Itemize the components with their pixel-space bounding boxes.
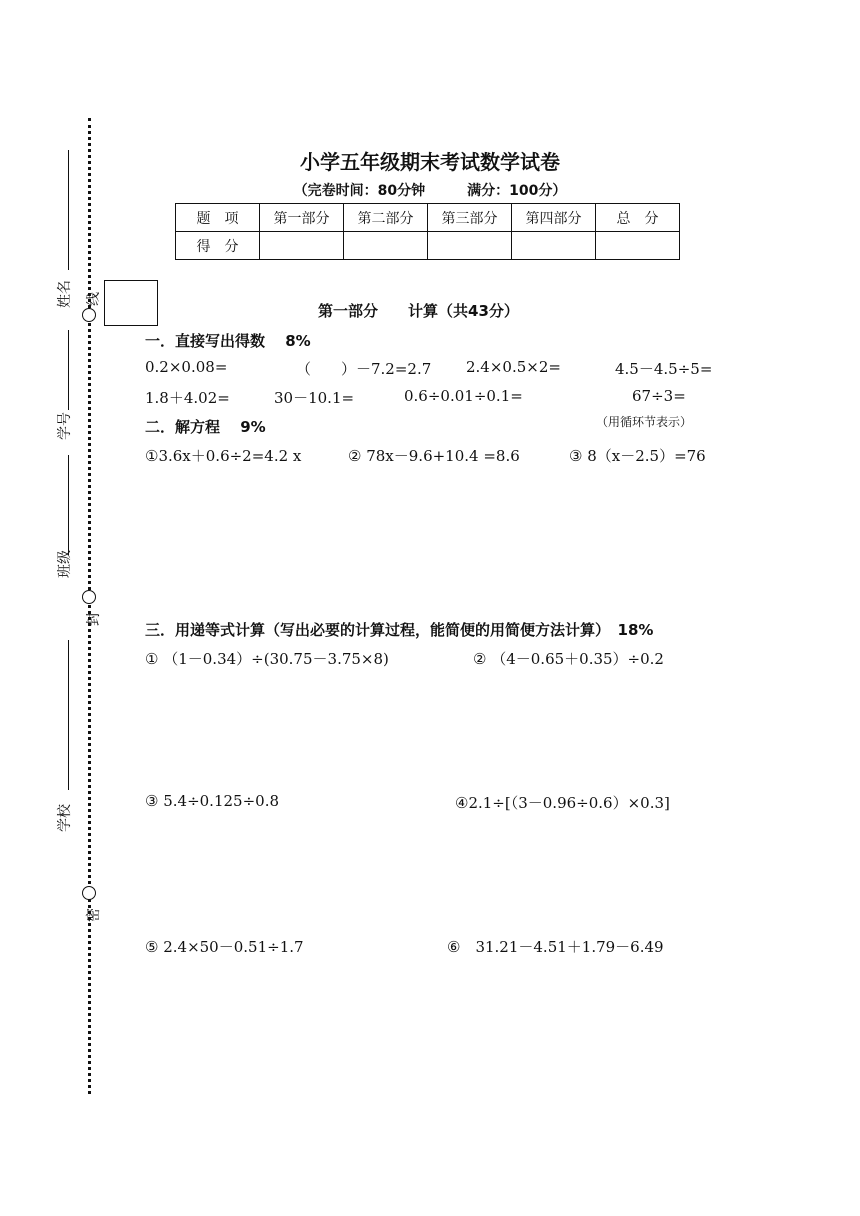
table-cell: 得 分 [176,232,260,260]
name-label: 姓名 [57,280,73,308]
school-blank-line [68,640,69,790]
section3-title: 三．用递等式计算（写出必要的计算过程，能简便的用简便方法计算） 18% [145,621,654,639]
table-cell: 第二部分 [344,204,428,232]
problem-item: 30－10.1= [274,389,355,407]
problem-item: ① （1－0.34）÷(30.75－3.75×8) [145,650,389,668]
problem-item: 0.6÷0.01÷0.1= [404,387,523,405]
id-blank-line [68,330,69,410]
school-label: 学校 [57,804,73,832]
binding-dotted-line [88,118,91,1094]
seal-char: 封 [86,612,102,626]
score-input-cell[interactable] [428,232,512,260]
problem-item: ③ 5.4÷0.125÷0.8 [145,792,280,810]
table-cell: 第四部分 [512,204,596,232]
problem-item: ④2.1÷[（3－0.96÷0.6）×0.3] [455,794,670,812]
exam-info: （完卷时间：80分钟 满分：100分） [293,183,567,199]
table-cell: 题 项 [176,204,260,232]
problem-item: 4.5－4.5÷5= [615,360,713,378]
page-title: 小学五年级期末考试数学试卷 [300,150,560,174]
problem-item: ⑥ 31.21－4.51＋1.79－6.49 [447,938,664,956]
repeating-decimal-note: （用循环节表示） [596,415,693,429]
class-blank-line [68,455,69,555]
secret-circle-icon [82,886,96,900]
problem-item: ② 78x－9.6+10.4 =8.6 [348,447,520,465]
score-input-cell[interactable] [512,232,596,260]
part1-heading: 第一部分 计算（共43分） [318,302,519,320]
table-cell: 第三部分 [428,204,512,232]
score-input-cell[interactable] [260,232,344,260]
score-table-score-row [176,232,680,260]
line-char: 线 [86,292,102,306]
problem-item: 2.4×0.5×2= [466,358,561,376]
section2-title: 二．解方程 9% [145,418,266,436]
table-cell: 总 分 [596,204,680,232]
seal-circle-icon [82,590,96,604]
class-label: 班级 [57,550,73,578]
problem-item: （ ）－7.2=2.7 [296,360,432,378]
problem-item: ③ 8（x－2.5）=76 [569,447,706,465]
table-cell: 第一部分 [260,204,344,232]
score-box[interactable] [104,280,158,326]
problem-item: 67÷3= [632,387,686,405]
problem-item: 0.2×0.08= [145,358,228,376]
line-circle-icon [82,308,96,322]
score-table [175,203,680,260]
score-input-cell[interactable] [344,232,428,260]
score-input-cell[interactable] [596,232,680,260]
problem-item: ①3.6x＋0.6÷2=4.2 x [145,447,302,465]
problem-item: ⑤ 2.4×50－0.51÷1.7 [145,938,304,956]
secret-char: 密 [86,908,102,922]
section1-title: 一．直接写出得数 8% [145,332,311,350]
score-table-header-row [176,204,680,232]
problem-item: ② （4－0.65＋0.35）÷0.2 [473,650,664,668]
id-label: 学号 [57,412,73,440]
problem-item: 1.8＋4.02= [145,389,230,407]
